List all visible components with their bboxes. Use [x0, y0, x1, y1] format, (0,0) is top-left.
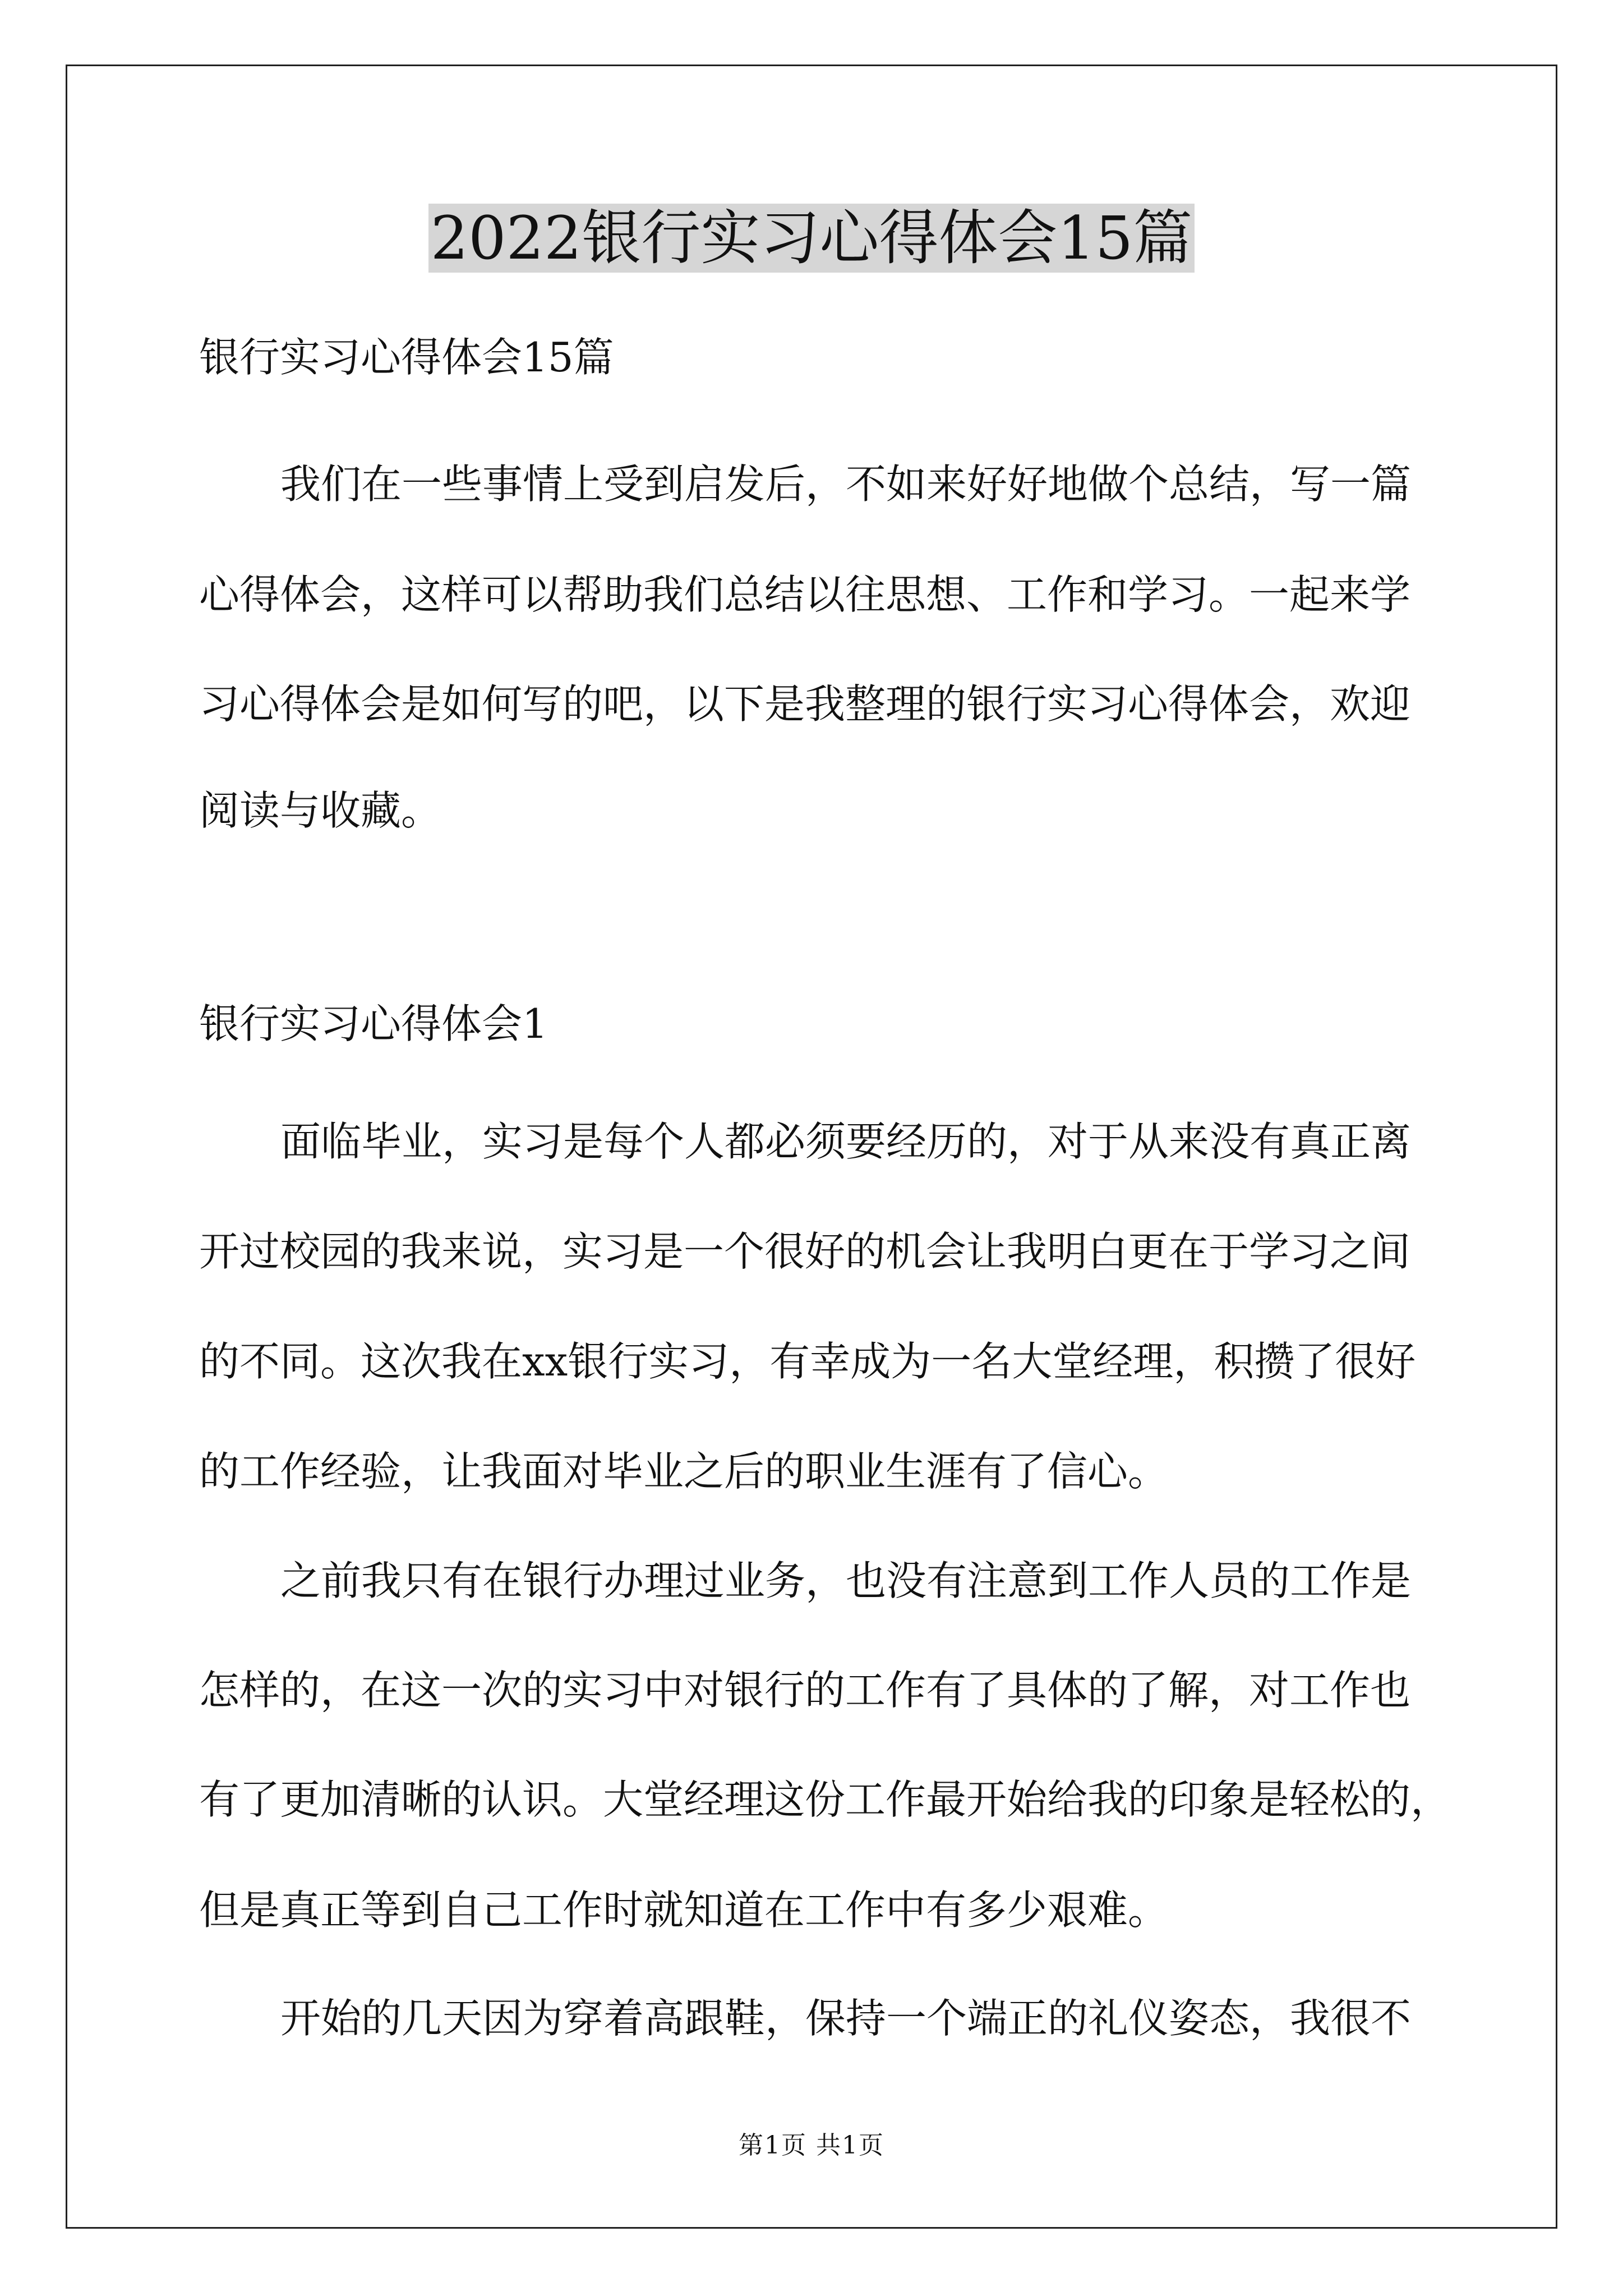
paragraph-line: 开始的几天因为穿着高跟鞋，保持一个端正的礼仪姿态，我很不 [280, 1995, 1412, 2042]
document-title-text: 2022银行实习心得体会15篇 [428, 204, 1195, 273]
paragraph-line: 的不同。这次我在xx银行实习，有幸成为一名大堂经理，积攒了很好 [199, 1338, 1416, 1385]
document-title [0, 199, 1623, 278]
paragraph-line: 开过校园的我来说，实习是一个很好的机会让我明白更在于学习之间 [199, 1228, 1411, 1275]
paragraph-line: 的工作经验，让我面对毕业之后的职业生涯有了信心。 [199, 1448, 1169, 1495]
paragraph-line: 心得体会，这样可以帮助我们总结以往思想、工作和学习。一起来学 [199, 571, 1411, 618]
paragraph-line: 但是真正等到自己工作时就知道在工作中有多少艰难。 [199, 1887, 1169, 1934]
paragraph-line: 面临毕业，实习是每个人都必须要经历的，对于从来没有真正离 [280, 1118, 1412, 1165]
paragraph-line: 有了更加清晰的认识。大堂经理这份工作最开始给我的印象是轻松的， [199, 1776, 1451, 1823]
paragraph-line: 怎样的，在这一次的实习中对银行的工作有了具体的了解，对工作也 [199, 1667, 1411, 1714]
section-heading: 银行实习心得体会1 [199, 1000, 548, 1047]
paragraph-line: 阅读与收藏。 [199, 787, 442, 834]
page-footer: 第1页 共1页 [739, 2131, 884, 2160]
paragraph-line: 习心得体会是如何写的吧，以下是我整理的银行实习心得体会，欢迎 [199, 680, 1411, 728]
paragraph-line: 我们在一些事情上受到启发后，不如来好好地做个总结，写一篇 [280, 461, 1412, 508]
paragraph-line: 之前我只有在银行办理过业务，也没有注意到工作人员的工作是 [280, 1557, 1412, 1604]
subtitle-line: 银行实习心得体会15篇 [199, 334, 614, 381]
